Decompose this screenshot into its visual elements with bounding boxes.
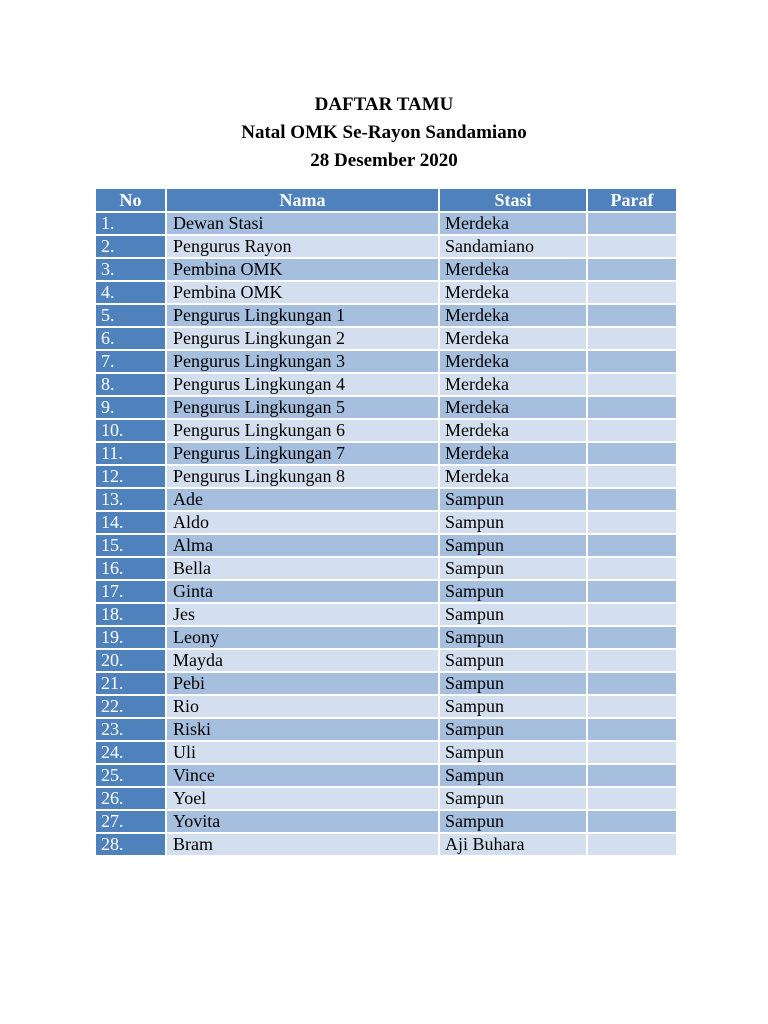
table-row	[95, 833, 677, 856]
row-paraf	[587, 534, 677, 557]
table-row	[95, 511, 677, 534]
row-nama: Pengurus Rayon	[166, 235, 439, 258]
row-stasi: Merdeka	[439, 281, 587, 304]
table-row	[95, 442, 677, 465]
row-paraf	[587, 373, 677, 396]
table-row	[95, 373, 677, 396]
row-stasi: Sampun	[439, 718, 587, 741]
row-number: 9.	[95, 396, 166, 419]
row-nama: Vince	[166, 764, 439, 787]
row-paraf	[587, 672, 677, 695]
row-stasi: Merdeka	[439, 373, 587, 396]
row-nama: Riski	[166, 718, 439, 741]
row-paraf	[587, 442, 677, 465]
row-number: 14.	[95, 511, 166, 534]
table-row	[95, 695, 677, 718]
table-row	[95, 258, 677, 281]
document-title: DAFTAR TAMU	[314, 94, 454, 115]
table-row	[95, 557, 677, 580]
row-nama: Alma	[166, 534, 439, 557]
row-nama: Dewan Stasi	[166, 212, 439, 235]
row-nama: Aldo	[166, 511, 439, 534]
row-nama: Uli	[166, 741, 439, 764]
row-number: 25.	[95, 764, 166, 787]
row-paraf	[587, 741, 677, 764]
row-number: 3.	[95, 258, 166, 281]
column-header-stasi: Stasi	[439, 188, 587, 212]
column-header-nama: Nama	[166, 188, 439, 212]
row-stasi: Sandamiano	[439, 235, 587, 258]
table-row	[95, 580, 677, 603]
row-paraf	[587, 304, 677, 327]
row-stasi: Sampun	[439, 672, 587, 695]
table-row	[95, 327, 677, 350]
row-number: 17.	[95, 580, 166, 603]
row-nama: Pembina OMK	[166, 258, 439, 281]
table-row	[95, 396, 677, 419]
table-row	[95, 626, 677, 649]
table-row	[95, 350, 677, 373]
row-number: 19.	[95, 626, 166, 649]
row-number: 16.	[95, 557, 166, 580]
row-paraf	[587, 718, 677, 741]
row-paraf	[587, 764, 677, 787]
row-stasi: Merdeka	[439, 465, 587, 488]
table-row	[95, 281, 677, 304]
row-nama: Pengurus Lingkungan 1	[166, 304, 439, 327]
column-header-no: No	[95, 188, 166, 212]
row-stasi: Sampun	[439, 649, 587, 672]
row-nama: Jes	[166, 603, 439, 626]
table-row	[95, 488, 677, 511]
row-paraf	[587, 649, 677, 672]
row-nama: Pengurus Lingkungan 3	[166, 350, 439, 373]
row-stasi: Sampun	[439, 603, 587, 626]
row-stasi: Merdeka	[439, 419, 587, 442]
table-row	[95, 212, 677, 235]
row-number: 18.	[95, 603, 166, 626]
row-nama: Bella	[166, 557, 439, 580]
row-number: 27.	[95, 810, 166, 833]
row-paraf	[587, 557, 677, 580]
row-number: 8.	[95, 373, 166, 396]
row-paraf	[587, 327, 677, 350]
row-paraf	[587, 488, 677, 511]
row-nama: Pengurus Lingkungan 8	[166, 465, 439, 488]
row-stasi: Sampun	[439, 741, 587, 764]
row-number: 6.	[95, 327, 166, 350]
row-number: 24.	[95, 741, 166, 764]
row-nama: Leony	[166, 626, 439, 649]
row-paraf	[587, 833, 677, 856]
row-paraf	[587, 396, 677, 419]
row-nama: Rio	[166, 695, 439, 718]
row-paraf	[587, 258, 677, 281]
table-row	[95, 534, 677, 557]
row-number: 4.	[95, 281, 166, 304]
row-paraf	[587, 511, 677, 534]
row-number: 28.	[95, 833, 166, 856]
row-nama: Pebi	[166, 672, 439, 695]
table-row	[95, 718, 677, 741]
row-nama: Bram	[166, 833, 439, 856]
table-header-row	[95, 188, 677, 212]
row-nama: Ginta	[166, 580, 439, 603]
row-nama: Yoel	[166, 787, 439, 810]
row-paraf	[587, 281, 677, 304]
row-paraf	[587, 235, 677, 258]
row-number: 1.	[95, 212, 166, 235]
table-row	[95, 304, 677, 327]
row-stasi: Sampun	[439, 580, 587, 603]
row-stasi: Merdeka	[439, 258, 587, 281]
row-stasi: Merdeka	[439, 304, 587, 327]
row-number: 13.	[95, 488, 166, 511]
row-stasi: Sampun	[439, 695, 587, 718]
document-date: 28 Desember 2020	[310, 150, 458, 171]
row-stasi: Sampun	[439, 787, 587, 810]
row-stasi: Merdeka	[439, 327, 587, 350]
row-number: 2.	[95, 235, 166, 258]
row-paraf	[587, 350, 677, 373]
row-paraf	[587, 603, 677, 626]
table-row	[95, 419, 677, 442]
row-stasi: Merdeka	[439, 350, 587, 373]
row-number: 10.	[95, 419, 166, 442]
row-number: 12.	[95, 465, 166, 488]
row-number: 11.	[95, 442, 166, 465]
row-nama: Ade	[166, 488, 439, 511]
table-row	[95, 787, 677, 810]
row-stasi: Merdeka	[439, 396, 587, 419]
table-row	[95, 465, 677, 488]
row-number: 23.	[95, 718, 166, 741]
table-row	[95, 603, 677, 626]
row-stasi: Sampun	[439, 488, 587, 511]
row-number: 15.	[95, 534, 166, 557]
table-row	[95, 672, 677, 695]
row-number: 20.	[95, 649, 166, 672]
row-paraf	[587, 787, 677, 810]
row-stasi: Aji Buhara	[439, 833, 587, 856]
row-nama: Pengurus Lingkungan 4	[166, 373, 439, 396]
row-stasi: Sampun	[439, 810, 587, 833]
table-row	[95, 764, 677, 787]
table-row	[95, 235, 677, 258]
row-paraf	[587, 465, 677, 488]
row-number: 26.	[95, 787, 166, 810]
row-nama: Pengurus Lingkungan 2	[166, 327, 439, 350]
table-row	[95, 649, 677, 672]
row-number: 5.	[95, 304, 166, 327]
row-stasi: Sampun	[439, 557, 587, 580]
row-number: 7.	[95, 350, 166, 373]
table-row	[95, 810, 677, 833]
row-stasi: Merdeka	[439, 442, 587, 465]
guest-list-table	[94, 187, 678, 857]
row-nama: Pengurus Lingkungan 6	[166, 419, 439, 442]
row-number: 22.	[95, 695, 166, 718]
row-nama: Pembina OMK	[166, 281, 439, 304]
row-nama: Pengurus Lingkungan 7	[166, 442, 439, 465]
row-paraf	[587, 419, 677, 442]
row-stasi: Merdeka	[439, 212, 587, 235]
row-paraf	[587, 212, 677, 235]
row-paraf	[587, 695, 677, 718]
table-row	[95, 741, 677, 764]
row-paraf	[587, 626, 677, 649]
row-stasi: Sampun	[439, 626, 587, 649]
row-nama: Pengurus Lingkungan 5	[166, 396, 439, 419]
row-stasi: Sampun	[439, 511, 587, 534]
row-paraf	[587, 580, 677, 603]
row-stasi: Sampun	[439, 534, 587, 557]
column-header-paraf: Paraf	[587, 188, 677, 212]
row-nama: Yovita	[166, 810, 439, 833]
document-subtitle: Natal OMK Se-Rayon Sandamiano	[241, 122, 527, 143]
row-paraf	[587, 810, 677, 833]
row-number: 21.	[95, 672, 166, 695]
row-nama: Mayda	[166, 649, 439, 672]
row-stasi: Sampun	[439, 764, 587, 787]
